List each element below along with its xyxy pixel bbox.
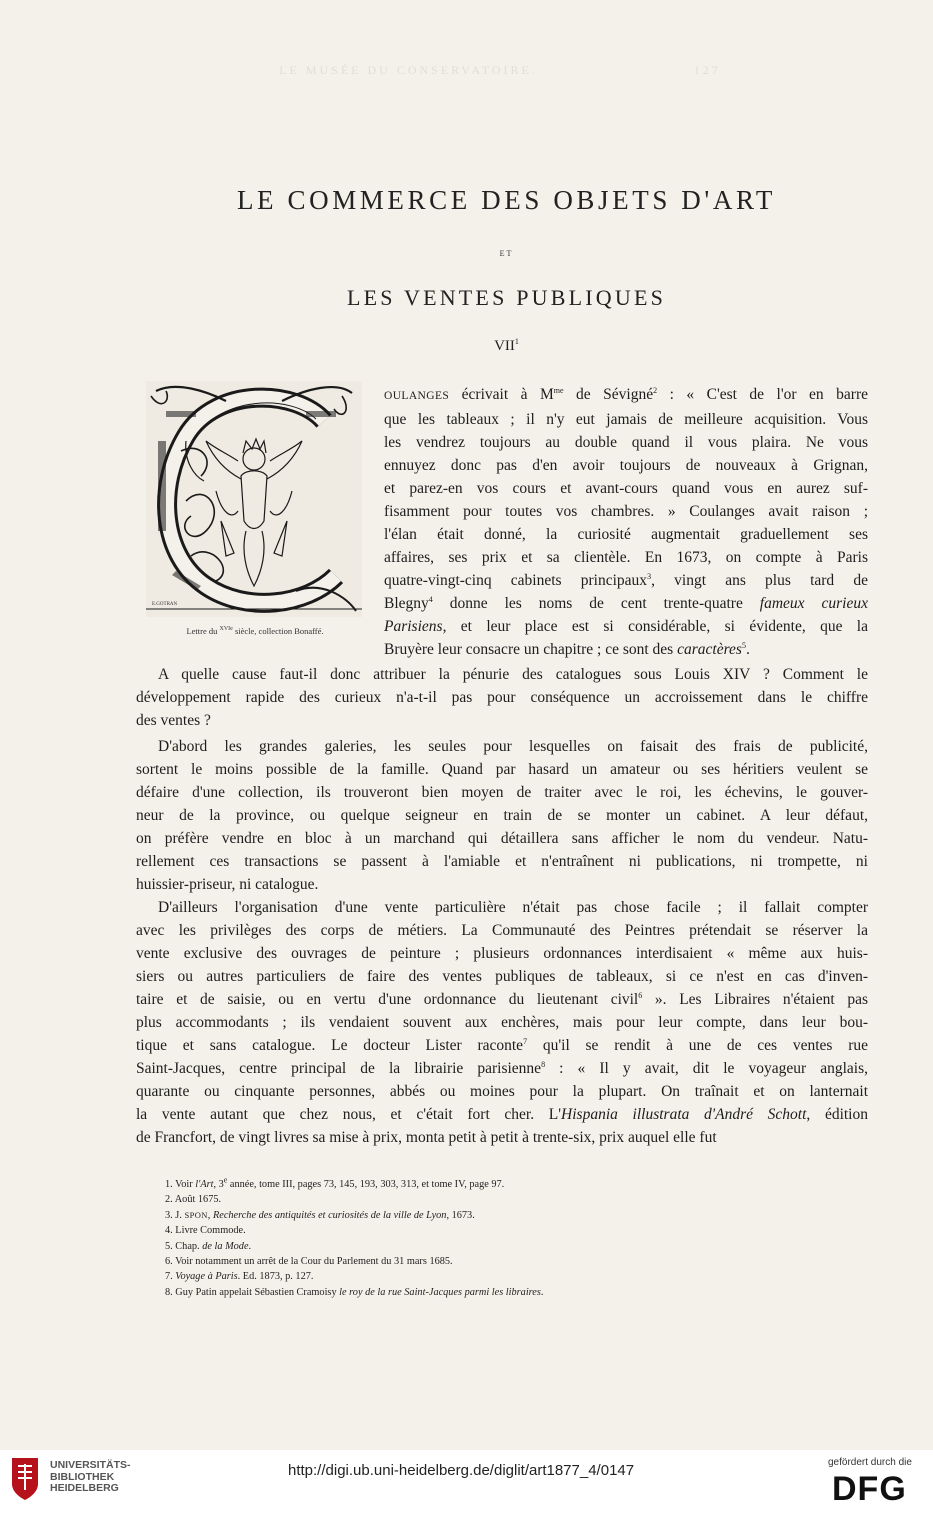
small-caps-text: OULANGES — [384, 390, 450, 402]
text-line — [136, 735, 868, 758]
text-line — [136, 896, 868, 919]
text-line — [136, 686, 868, 709]
footnote-number: 6. — [165, 1256, 176, 1268]
text-run: tique et sans catalogue. Le docteur Lister raconte — [136, 1037, 524, 1054]
text-line — [136, 663, 868, 686]
text-run: D'abord les grandes galeries, les seules pour lesquelles on faisait des frais de publicité, — [158, 738, 868, 755]
text-run: que les tableaux ; il n'y eut jamais de meilleure acquisition. Vous — [384, 411, 868, 428]
text-run: les vendrez toujours au double quand il vous plaira. Ne vous — [384, 434, 868, 451]
text-line — [384, 408, 868, 431]
text-run: J. — [175, 1209, 185, 1221]
text-line — [384, 638, 868, 661]
text-run: fisamment pour toutes vos chambres. » Coulanges avait raison ; — [384, 503, 868, 520]
text-line — [384, 523, 868, 546]
text-run: année, tome III, pages 73, 145, 193, 303, 313, et tome IV, page 97. — [227, 1179, 505, 1190]
text-run: , édition — [806, 1106, 868, 1123]
text-run: l'élan était donné, la curiosité augmentait graduellement ses — [384, 526, 868, 543]
footnote-ref: 6 — [638, 990, 643, 1000]
text-run: neur de la province, ou quelque seigneur en train de se monter un cabinet. A leur défaut, — [136, 807, 868, 824]
footnote-number: 7. — [165, 1271, 176, 1283]
article-title: LE COMMERCE DES OBJETS D'ART — [236, 185, 777, 215]
footnotes — [165, 1177, 885, 1300]
text-line — [384, 383, 868, 408]
superscript: e — [223, 1175, 228, 1185]
footnote — [165, 1285, 885, 1300]
text-line — [136, 804, 868, 827]
text-line — [136, 709, 868, 732]
footnote-ref: 4 — [428, 594, 433, 604]
italic-text: Voyage à Paris — [175, 1271, 238, 1283]
footnote — [165, 1269, 885, 1284]
text-line — [136, 1057, 868, 1080]
italic-text: l'Art — [195, 1179, 214, 1190]
text-run: développement rapide des curieux n'a-t-il pas pour conséquence un accroissement dans le chiffre — [136, 689, 868, 706]
small-caps-text: SPON — [184, 1209, 208, 1220]
text-run: Guy Patin appelait Sébastien Cramoisy — [175, 1286, 340, 1298]
bleed-through-text: LE MUSÉE DU CONSERVATOIRE. 127 — [279, 63, 721, 77]
text-line — [136, 1011, 868, 1034]
footnote — [165, 1239, 885, 1254]
text-line — [136, 850, 868, 873]
superscript: me — [553, 385, 564, 395]
text-line — [384, 477, 868, 500]
text-run: donne les noms de cent trente-quatre — [432, 595, 760, 612]
text-line — [136, 1126, 868, 1149]
footnote-number: 3. — [165, 1209, 176, 1221]
footnote-number: 1. — [165, 1179, 176, 1190]
text-run: siers ou autres particuliers de faire des ventes publiques de tableaux, si ce n'est en cas d'inven- — [136, 968, 868, 985]
text-run: , et leur place est si considérable, si évidente, que la — [442, 618, 868, 635]
footnote-ref: 5 — [741, 640, 746, 650]
funding-label: gefördert durch die — [828, 1457, 912, 1468]
paragraph-3 — [136, 735, 868, 896]
footnote — [165, 1208, 885, 1223]
text-line — [136, 1034, 868, 1057]
text-line — [136, 919, 868, 942]
text-line — [136, 942, 868, 965]
text-run: Août 1675. — [174, 1194, 222, 1206]
footnote-ref: 3 — [647, 571, 652, 581]
ornamental-initial-c-illustration — [146, 381, 362, 617]
text-run: défaire d'une collection, ils trouveront bien moyen de traiter avec le roi, les échevins, le gouver- — [136, 784, 868, 801]
footnote-ref: 7 — [523, 1036, 528, 1046]
text-line — [384, 431, 868, 454]
text-line — [136, 827, 868, 850]
text-line — [136, 873, 868, 896]
text-line — [384, 454, 868, 477]
footnote-number: 2. — [165, 1194, 175, 1206]
italic-text: Hispania illustrata d'André Schott — [561, 1106, 807, 1123]
text-run: A quelle cause faut-il donc attribuer la pénurie des catalogues sous Louis XIV ? Comment le — [158, 666, 868, 683]
footnote-number: 4. — [165, 1225, 176, 1237]
text-run: . — [540, 1286, 544, 1298]
section-number: VII$^1$ — [494, 337, 519, 354]
text-run: ennuyez donc pas d'en avoir toujours de nouveaux à Grignan, — [384, 457, 868, 474]
text-run: la vente autant que chez nous, et c'était fort cher. L' — [136, 1106, 562, 1123]
engraver-signature: E.GOTRAN — [152, 602, 178, 607]
text-run: . — [248, 1240, 252, 1252]
paragraph-4 — [136, 896, 868, 1149]
footnote-number: 5. — [165, 1240, 176, 1252]
title-connector: ET — [499, 249, 514, 258]
footnote-number: 8. — [165, 1286, 176, 1298]
text-run: Blegny — [384, 595, 429, 612]
footnote-ref: 8 — [541, 1059, 546, 1069]
text-run: sortent le moins possible de la famille. Quand par hasard un amateur ou ses héritiers veulent se — [136, 761, 868, 778]
text-line — [384, 569, 868, 592]
text-run: Saint-Jacques, centre principal de la librairie parisienne — [136, 1060, 542, 1077]
text-run: et parez-en vos cours et avant-cours quand vous en aurez suf- — [384, 480, 868, 497]
text-run: plus accommodants ; ils vendaient souvent aux enchères, mais pour leur compte, dans leur bou- — [136, 1014, 868, 1031]
text-run: huissier-priseur, ni catalogue. — [136, 876, 319, 893]
text-run: Livre Commode. — [175, 1225, 246, 1237]
text-run: rellement ces transactions se passent à l'amiable et n'entraînent ni publications, ni trompette, ni — [136, 853, 868, 870]
footnote — [165, 1223, 885, 1238]
illustration-caption: Lettre du $^{XVIe}$ siècle, collection Bonaffé. — [186, 626, 324, 636]
text-run: , vingt ans plus tard de — [651, 572, 868, 589]
footnote — [165, 1254, 885, 1269]
italic-text: le roy de la rue Saint-Jacques parmi les libraires — [339, 1286, 541, 1298]
text-run: de Sévigné — [563, 386, 654, 403]
footnote — [165, 1192, 885, 1207]
text-run: avec les privilèges des corps de métiers. La Communauté des Peintres prétendait se réserver la — [136, 922, 868, 939]
text-run: Chap. — [175, 1240, 203, 1252]
text-run: ». Les Libraires n'étaient pas — [642, 991, 868, 1008]
text-line — [136, 1080, 868, 1103]
text-run: quarante ou cinquante personnes, abbés ou moines pour la plupart. On traînait et on lanternait — [136, 1083, 868, 1100]
text-run: Bruyère leur consacre un chapitre ; ce sont des — [384, 641, 678, 658]
text-line — [384, 615, 868, 638]
text-run: , — [207, 1209, 213, 1221]
text-run: D'ailleurs l'organisation d'une vente particulière n'était pas chose facile ; il fallait compter — [158, 899, 868, 916]
italic-text: caractères — [677, 641, 742, 658]
text-run: Voir — [175, 1179, 196, 1190]
text-run: des ventes ? — [136, 712, 211, 729]
university-name: UNIVERSITÄTS- BIBLIOTHEK HEIDELBERG — [50, 1459, 131, 1494]
text-line — [136, 758, 868, 781]
text-run: , 1673. — [446, 1209, 475, 1221]
text-run: on préfère vendre en bloc à un marchand qui détaillera sans afficher le nom du vendeur. Natu- — [136, 830, 868, 847]
text-line — [136, 988, 868, 1011]
text-run: . — [745, 641, 750, 658]
italic-text: Recherche des antiquités et curiosités de la ville de Lyon — [212, 1209, 447, 1221]
text-run: taire et de saisie, ou en vertu d'une ordonnance du lieutenant civil — [136, 991, 639, 1008]
italic-text: Parisiens — [384, 618, 443, 635]
text-line — [384, 546, 868, 569]
text-run: de Francfort, de vingt livres sa mise à prix, monta petit à petit à trente-six, prix auquel elle fut — [136, 1129, 717, 1146]
text-run: qu'il se rendit à une de ces ventes rue — [527, 1037, 869, 1054]
text-line — [384, 592, 868, 615]
text-run: : « Il y avait, dit le voyageur anglais, — [545, 1060, 868, 1077]
text-line — [136, 1103, 868, 1126]
text-line — [136, 965, 868, 988]
text-run: : « C'est de l'or en barre — [657, 386, 868, 403]
university-seal-icon — [8, 1454, 42, 1504]
paragraph-1 — [384, 383, 868, 661]
footer-bar — [0, 1450, 933, 1513]
italic-text: fameux curieux — [759, 595, 868, 612]
footnote-ref: 2 — [653, 385, 658, 395]
source-url-link[interactable]: http://digi.ub.uni-heidelberg.de/diglit/art1877_4/0147 — [288, 1462, 635, 1479]
paragraph-2 — [136, 663, 868, 732]
text-run: . Ed. 1873, p. 127. — [237, 1271, 314, 1283]
text-line — [136, 781, 868, 804]
footnote — [165, 1177, 885, 1192]
text-run: écrivait à M — [449, 386, 554, 403]
italic-text: de la Mode — [202, 1240, 249, 1252]
text-run: quatre-vingt-cinq cabinets principaux — [384, 572, 648, 589]
text-line — [384, 500, 868, 523]
text-run: affaires, ses prix et sa clientèle. En 1673, on compte à Paris — [384, 549, 868, 566]
article-subtitle: LES VENTES PUBLIQUES — [346, 285, 667, 310]
dfg-logo: DFG — [832, 1470, 907, 1508]
text-run: vente exclusive des ouvrages de peinture ; plusieurs ordonnances interdisaient « même aux huis- — [136, 945, 868, 962]
text-run: , 3 — [213, 1179, 224, 1190]
text-run: Voir notamment un arrêt de la Cour du Parlement du 31 mars 1685. — [175, 1256, 453, 1268]
